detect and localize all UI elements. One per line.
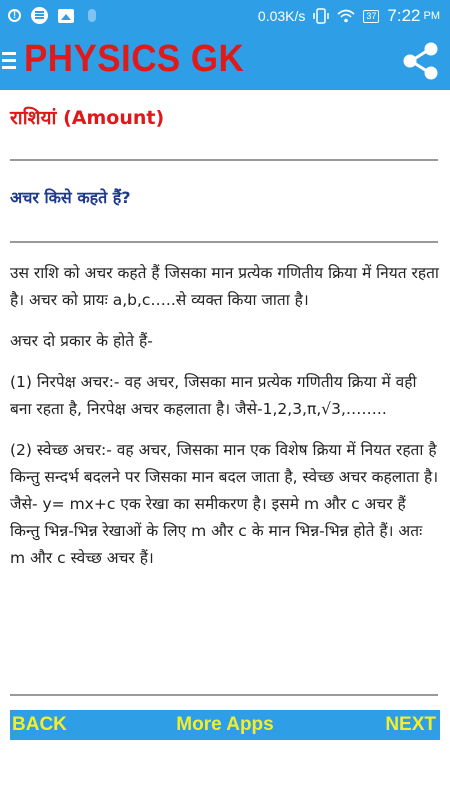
paragraph-block xyxy=(10,437,440,572)
section-title: राशियां (Amount) xyxy=(10,107,165,129)
wifi-icon xyxy=(337,9,355,23)
mic-icon xyxy=(88,9,96,22)
vibrate-icon xyxy=(313,8,329,24)
notification-icons xyxy=(8,7,96,24)
app-bar xyxy=(0,32,450,90)
next-button[interactable]: NEXT xyxy=(385,714,436,735)
paragraph: (2) स्वेच्छ अचर:- वह अचर, जिसका मान एक विशेष क्रिया में नियत रहता है किन्तु सन्दर्भ बदलने पर जिसका मान बदल जाता है, स्वेच्छ अचर कहलाता है। xyxy=(10,441,439,486)
alert-icon: ! xyxy=(8,9,21,22)
system-status xyxy=(258,0,440,32)
paragraph: उस राशि को अचर कहते हैं जिसका मान प्रत्येक गणितीय क्रिया में नियत रहता है। अचर को प्रायः a,b,c…..से व्यक्त किया जाता है। xyxy=(10,264,439,309)
image-icon xyxy=(58,9,74,23)
bottom-nav xyxy=(10,710,440,740)
answer-text xyxy=(10,260,440,586)
battery-icon: 37 xyxy=(363,10,379,23)
paragraph: अचर दो प्रकार के होते हैं- xyxy=(10,332,153,350)
more-apps-button[interactable]: More Apps xyxy=(176,714,274,735)
divider xyxy=(10,241,438,243)
paragraph: जैसे- y= mx+c एक रेखा का समीकरण है। इसमे m और c अचर हैं किन्तु भिन्न-भिन्न रेखाओं के लिए m और c के मान भिन्न-भिन्न होते हैं। अतः m और c स्वेच्छ अचर हैं। xyxy=(10,495,423,567)
divider xyxy=(10,694,438,696)
status-bar xyxy=(0,0,450,32)
network-speed: 0.03K/s xyxy=(257,8,306,24)
app-title: PHYSICS GK xyxy=(24,38,245,80)
clock: 7:22 xyxy=(387,6,421,25)
question-heading: अचर किसे कहते हैं? xyxy=(10,188,131,207)
clock-ampm: PM xyxy=(423,10,440,22)
divider xyxy=(10,159,438,161)
paragraph: (1) निरपेक्ष अचर:- वह अचर, जिसका मान प्रत्येक गणितीय क्रिया में वही बना रहता है, निरपेक्ष अचर कहलाता है। जैसे-1,2,3,π,√3,…….. xyxy=(10,373,417,418)
menu-icon[interactable] xyxy=(2,52,16,70)
back-button[interactable]: BACK xyxy=(12,714,67,735)
share-icon[interactable] xyxy=(400,40,442,82)
message-icon xyxy=(31,7,48,24)
